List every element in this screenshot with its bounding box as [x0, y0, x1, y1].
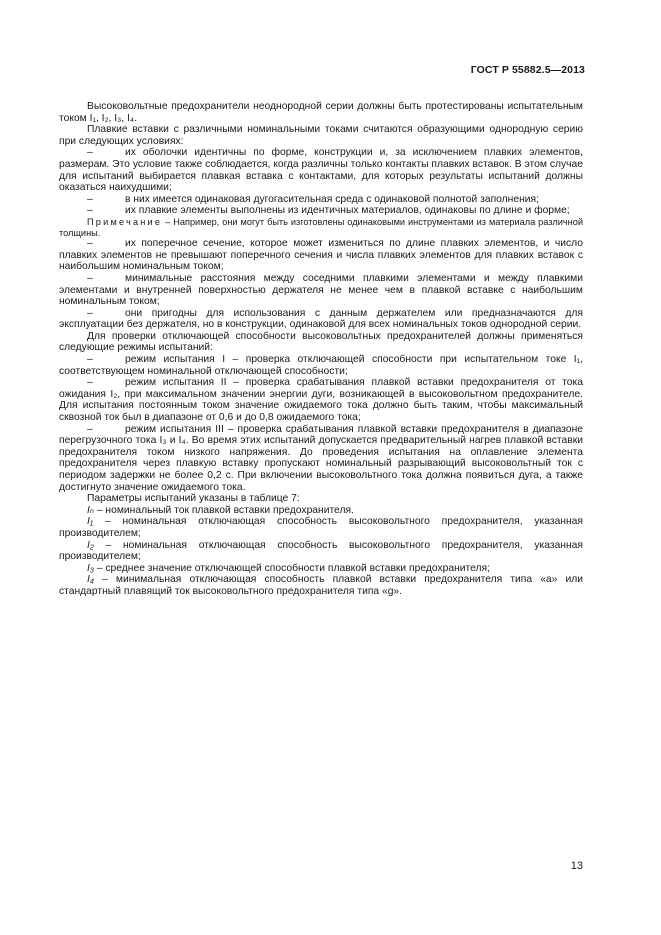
list-item-text: в них имеется одинаковая дугогасительная среда с одинаковой полнотой заполнения; — [125, 193, 539, 205]
paragraph-intro: Высоковольтные предохранители неоднородной серии должны быть протестированы испытательным током I₁, I₂, I₃, I₄. — [59, 101, 583, 124]
page-number: 13 — [570, 860, 583, 872]
symbol-definition — [59, 563, 583, 575]
list-dash: – — [87, 272, 93, 284]
list-item — [59, 377, 583, 423]
paragraph-parameters: Параметры испытаний указаны в таблице 7: — [87, 493, 300, 505]
paragraph-test-modes: Для проверки отключающей способности высоковольтных предохранителей должны применяться следующие режимы испытаний: — [59, 330, 583, 354]
list-item-text: режим испытания I – проверка отключающей способности при испытательном токе I₁, соответствующем номинальной отключающей способности; — [59, 354, 583, 377]
symbol: I₃ — [87, 562, 94, 574]
list-dash: – — [87, 423, 93, 435]
symbol-definition — [59, 540, 583, 563]
list-item-text: минимальные расстояния между соседними плавкими элементами и между плавкими элементами и внутренней поверхностью держателя не менее чем в плавкой вставке с наибольшим номинальным током; — [59, 272, 583, 308]
note-text: – Например, они могут быть изготовлены одинаковыми инструментами из материала различной толщины. — [59, 216, 583, 238]
symbol-description: – номинальная отключающая способность высоковольтного предохранителя, указанная производителем; — [59, 539, 583, 563]
list-item-text: они пригодны для использования с данным держателем или предназначаются для эксплуатации без держателя, но в конструкции, одинаковой для всех номинальных токов однородной серии. — [59, 307, 583, 331]
symbol: I₄ — [87, 574, 94, 586]
note-paragraph — [59, 217, 583, 238]
symbol: I₂ — [87, 539, 94, 551]
symbol-description: – номинальный ток плавкой вставки предохранителя. — [93, 504, 354, 516]
list-item-text: режим испытания III – проверка срабатывания плавкой вставки предохранителя в диапазоне перегрузочного тока I₃ и I₄. Во время этих испытаний допускается предварительный нагрев плавкой вставки предохранителя током низкого напряжения. До проведения испытания на оплавление элемента предохранителя через плавкую вставку пропускают номинальный разрывающий высоковольтный ток с периодом задержки не более 0,2 с. При включении высоковольтного тока должна появиться дуга, а также достигнуто значение ожидаемого тока. — [59, 423, 583, 493]
list-dash: – — [87, 307, 93, 319]
list-item-text: их плавкие элементы выполнены из идентичных материалов, одинаковы по длине и форме; — [125, 205, 570, 217]
symbol: I₁ — [87, 516, 94, 528]
symbol: Iₙ — [87, 504, 94, 516]
list-item — [59, 424, 583, 494]
document-body — [59, 101, 583, 598]
list-item — [59, 205, 583, 217]
paragraph-series-conditions: Плавкие вставки с различными номинальными токами считаются образующими однородную серию при следующих условиях: — [59, 124, 583, 147]
list-item-text: режим испытания II – проверка срабатывания плавкой вставки предохранителя от тока ожидания I₂, при максимальном значении энергии дуги, возникающей в высоковольтном предохранителе. Для испытания постоянным током значение ожидаемого тока должно быть таким, чтобы максимальный сквозной ток был в диапазоне от 0,6 и до 0,8 ожидаемого тока; — [59, 377, 583, 424]
list-item — [59, 194, 583, 206]
list-item-text: их поперечное сечение, которое может измениться по длине плавких элементов, и число плавких элементов не превышают поперечного сечения и числа плавких элементов для плавких вставок с наибольшим номинальным током; — [59, 238, 583, 273]
list-item — [59, 308, 583, 331]
list-dash: – — [87, 193, 93, 205]
list-item-text: их оболочки идентичны по форме, конструкции и, за исключением плавких элементов, размерам. Это условие также соблюдается, когда различны только контакты плавких вставок. В этом случае для испытаний выбирается плавкая вставка с контактами, для которых результаты испытаний должны оказаться наихудшими; — [59, 147, 583, 194]
symbol-description: – номинальная отключающая способность высоковольтного предохранителя, указанная производителем; — [59, 516, 583, 539]
list-dash: – — [87, 238, 93, 250]
symbol-description: – среднее значение отключающей способности плавкой вставки предохранителя; — [93, 562, 490, 574]
list-item — [59, 238, 583, 273]
symbol-description: – минимальная отключающая способность плавкой вставки предохранителя типа «a» или стандартный плавящий ток высоковольтного предохранителя типа «g». — [59, 574, 583, 597]
list-dash: – — [87, 205, 93, 217]
list-dash: – — [87, 377, 93, 389]
symbol-definition — [59, 505, 583, 517]
symbol-definition — [59, 574, 583, 597]
list-item — [59, 147, 583, 193]
list-item — [59, 273, 583, 308]
list-item — [59, 354, 583, 377]
list-dash: – — [87, 354, 93, 366]
symbol-definition — [59, 516, 583, 539]
list-dash: – — [87, 147, 93, 159]
standard-header: ГОСТ Р 55882.5—2013 — [470, 64, 585, 76]
note-label: Примечание — [87, 216, 163, 227]
